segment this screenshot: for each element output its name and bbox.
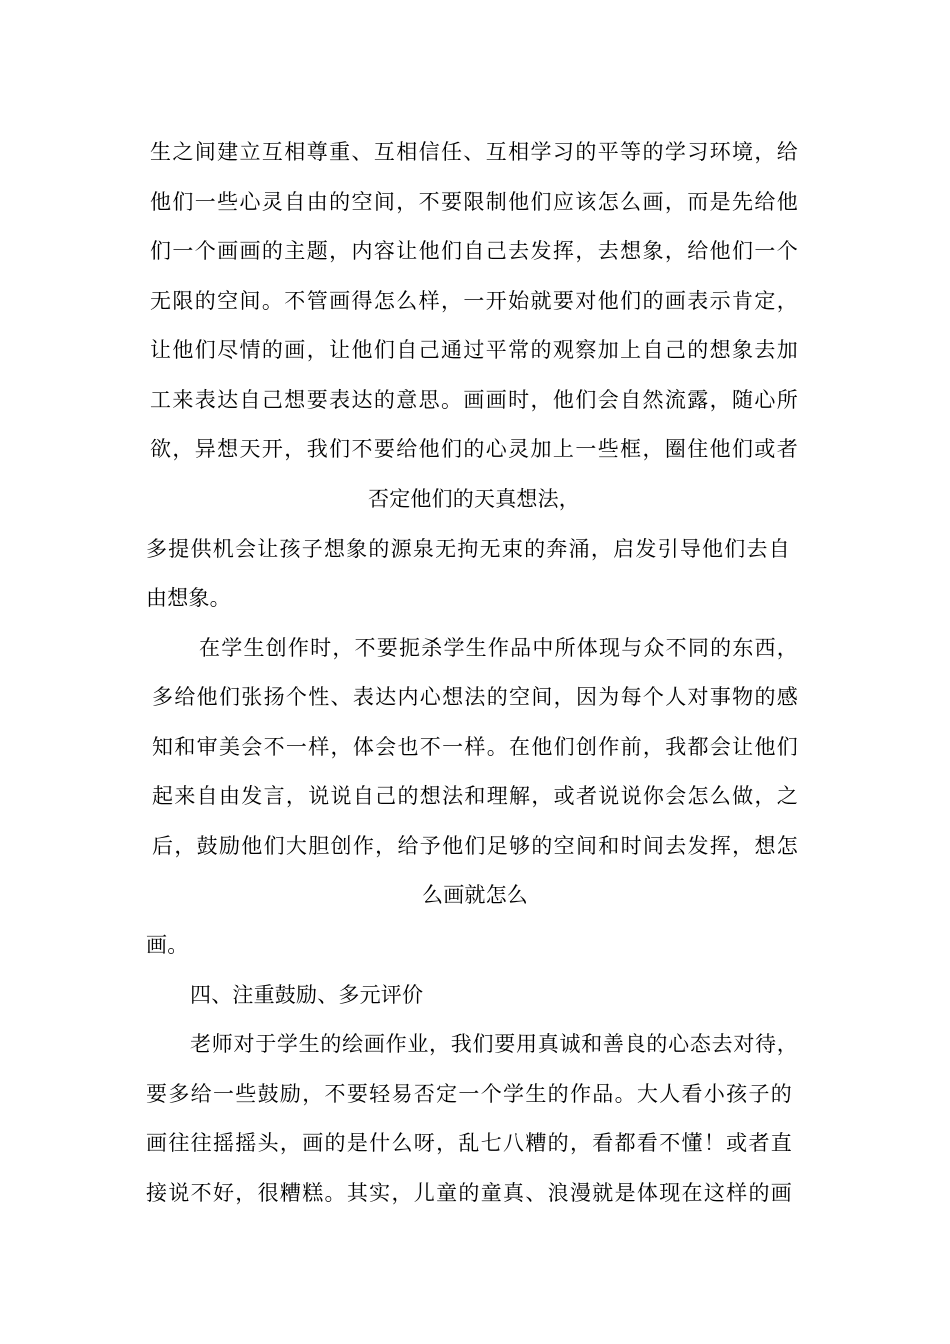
paragraph-1-line-5: 让他们尽情的画，让他们自己通过平常的观察加上自己的想象去加 <box>150 338 798 362</box>
paragraph-3-line-3: 知和审美会不一样，体会也不一样。在他们创作前，我都会让他们 <box>152 735 798 759</box>
section-heading: 四、注重鼓励、多元评价 <box>190 983 424 1007</box>
paragraph-3-line-2: 多给他们张扬个性、表达内心想法的空间，因为每个人对事物的感 <box>152 685 798 709</box>
paragraph-3-line-6: 么画就怎么 <box>422 883 528 907</box>
paragraph-3-line-5: 后，鼓励他们大胆创作，给予他们足够的空间和时间去发挥，想怎 <box>152 834 798 858</box>
paragraph-5-line-1: 老师对于学生的绘画作业，我们要用真诚和善良的心态去对待， <box>190 1032 798 1056</box>
paragraph-1-line-6: 工来表达自己想要表达的意思。画画时，他们会自然流露，随心所 <box>150 388 798 412</box>
paragraph-1-line-7: 欲，异想天开，我们不要给他们的心灵加上一些框，圈住他们或者 <box>150 437 798 461</box>
paragraph-1-line-3: 们一个画画的主题，内容让他们自己去发挥，去想象，给他们一个 <box>150 239 798 263</box>
paragraph-3-line-4: 起来自由发言，说说自己的想法和理解，或者说说你会怎么做，之 <box>152 784 798 808</box>
paragraph-2-line-1: 多提供机会让孩子想象的源泉无拘无束的奔涌，启发引导他们去自 <box>146 537 790 561</box>
paragraph-1-line-8: 否定他们的天真想法， <box>368 487 580 511</box>
paragraph-5-line-2: 要多给一些鼓励，不要轻易否定一个学生的作品。大人看小孩子的 <box>146 1082 792 1106</box>
paragraph-5-line-3: 画往往摇摇头，画的是什么呀，乱七八糟的，看都看不懂！或者直 <box>146 1131 792 1155</box>
paragraph-2-line-2: 由想象。 <box>146 586 231 610</box>
paragraph-1-line-2: 他们一些心灵自由的空间，不要限制他们应该怎么画，而是先给他 <box>150 190 798 214</box>
paragraph-3-line-1: 在学生创作时，不要扼杀学生作品中所体现与众不同的东西， <box>199 636 798 660</box>
paragraph-5-line-4: 接说不好，很糟糕。其实，儿童的童真、浪漫就是体现在这样的画 <box>146 1181 792 1205</box>
paragraph-4-line-1: 画。 <box>146 933 189 957</box>
paragraph-1-line-4: 无限的空间。不管画得怎么样，一开始就要对他们的画表示肯定， <box>150 289 798 313</box>
paragraph-1-line-1: 生之间建立互相尊重、互相信任、互相学习的平等的学习环境，给 <box>150 140 798 164</box>
